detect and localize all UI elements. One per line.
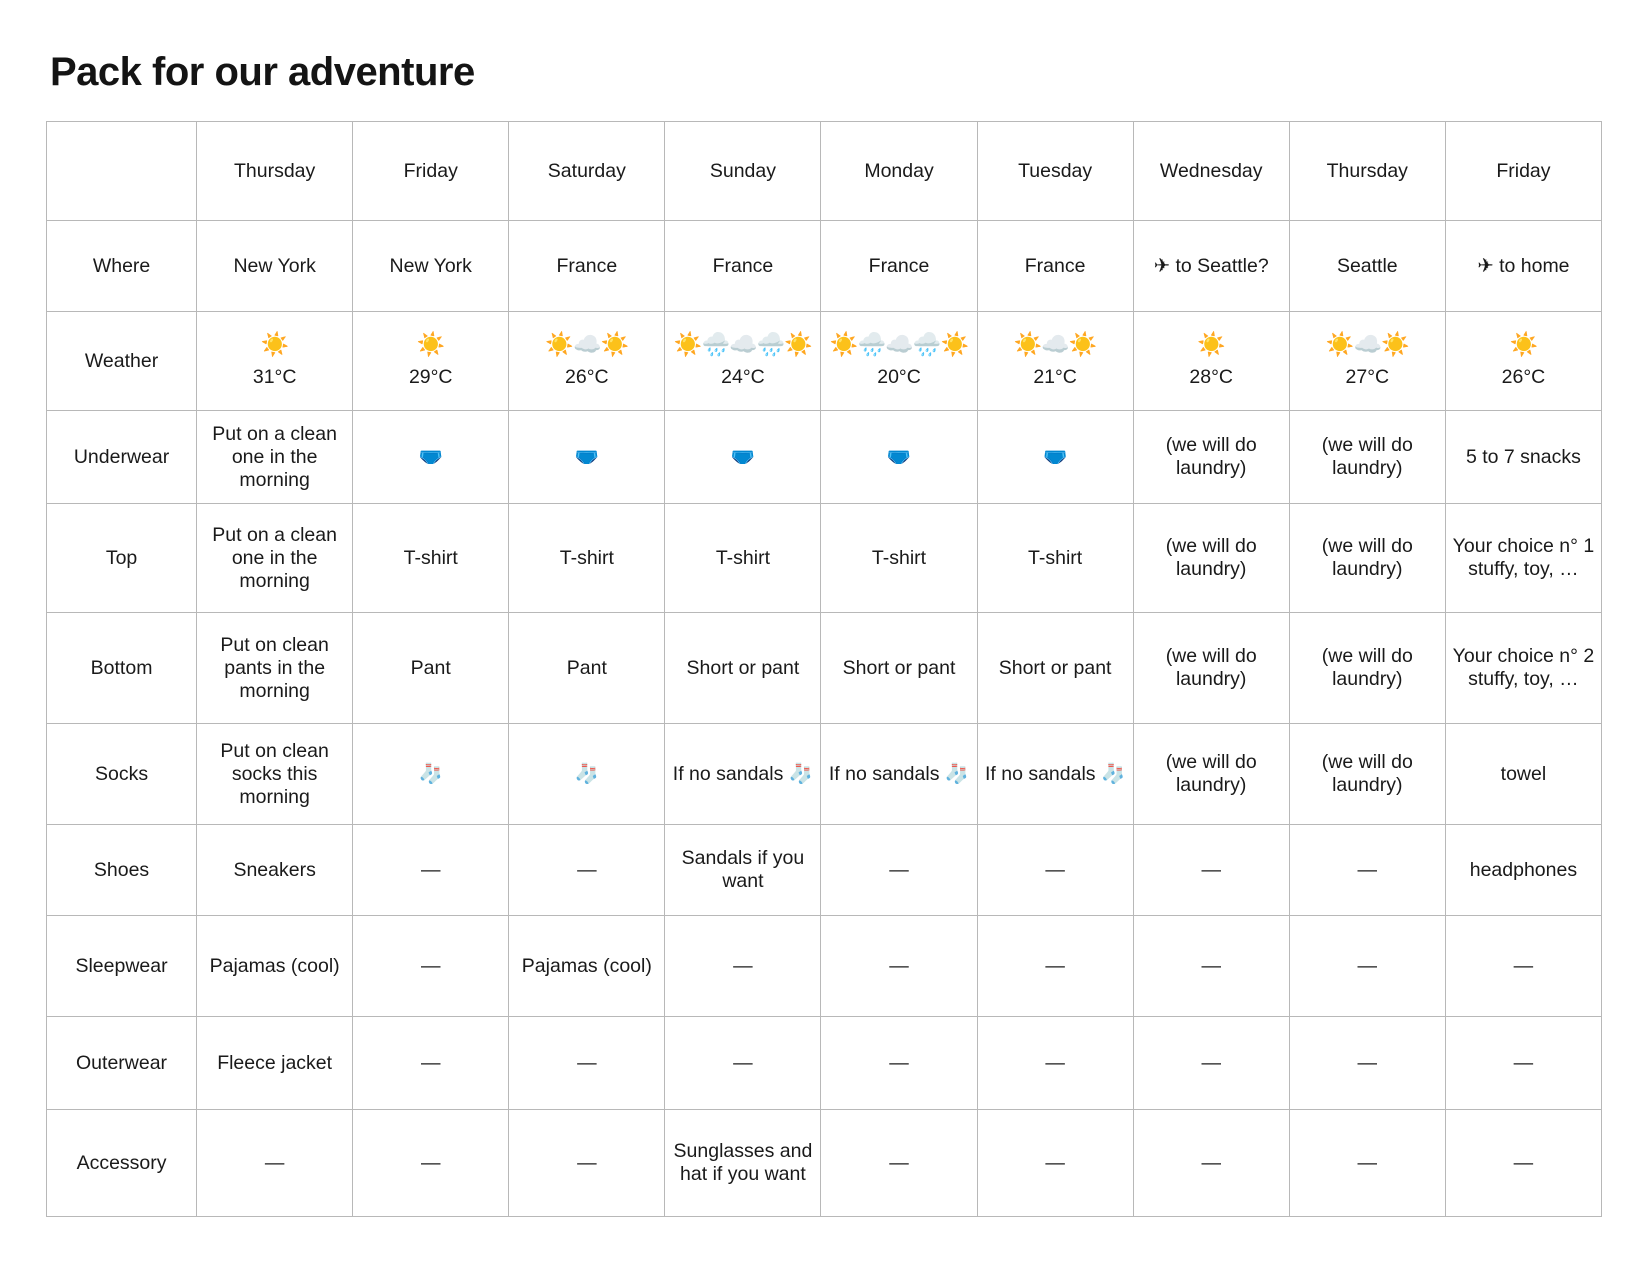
cell-accessory-2: —: [509, 1110, 665, 1217]
cell-where-8: ✈ to home: [1445, 221, 1601, 312]
table-row-socks: [47, 724, 1602, 825]
cell-where-2: France: [509, 221, 665, 312]
cell-outerwear-8: —: [1445, 1017, 1601, 1110]
cell-accessory-4: —: [821, 1110, 977, 1217]
cell-outerwear-2: —: [509, 1017, 665, 1110]
cell-socks-5: If no sandals 🧦: [977, 724, 1133, 825]
cell-underwear-7: (we will do laundry): [1289, 411, 1445, 504]
cell-socks-7: (we will do laundry): [1289, 724, 1445, 825]
cell-outerwear-1: —: [353, 1017, 509, 1110]
cell-shoes-5: —: [977, 825, 1133, 916]
weather-icon: ☀️: [1509, 331, 1538, 357]
cell-bottom-8: Your choice n° 2 stuffy, toy, …: [1445, 613, 1601, 724]
cell-where-6: ✈ to Seattle?: [1133, 221, 1289, 312]
column-header-6: Wednesday: [1133, 122, 1289, 221]
temperature-label: 29°C: [408, 366, 453, 388]
cell-underwear-8: 5 to 7 snacks: [1445, 411, 1601, 504]
cell-accessory-8: —: [1445, 1110, 1601, 1217]
cell-accessory-7: —: [1289, 1110, 1445, 1217]
cell-underwear-6: (we will do laundry): [1133, 411, 1289, 504]
row-header-top: Top: [47, 504, 197, 613]
cell-where-3: France: [665, 221, 821, 312]
column-header-0: Thursday: [197, 122, 353, 221]
cell-bottom-5: Short or pant: [977, 613, 1133, 724]
cell-bottom-4: Short or pant: [821, 613, 977, 724]
sock-icon: 🧦: [509, 724, 665, 825]
cell-socks-4: If no sandals 🧦: [821, 724, 977, 825]
cell-accessory-3: Sunglasses and hat if you want: [665, 1110, 821, 1217]
cell-top-0: Put on a clean one in the morning: [197, 504, 353, 613]
cell-top-3: T-shirt: [665, 504, 821, 613]
underwear-icon: 🩲: [977, 411, 1133, 504]
row-header-weather: Weather: [47, 312, 197, 411]
cell-shoes-6: —: [1133, 825, 1289, 916]
underwear-icon: 🩲: [821, 411, 977, 504]
table-row-outerwear: [47, 1017, 1602, 1110]
cell-weather-3: [665, 312, 821, 411]
cell-accessory-0: —: [197, 1110, 353, 1217]
temperature-label: 27°C: [1345, 366, 1390, 388]
cell-sleepwear-5: —: [977, 916, 1133, 1017]
column-header-8: Friday: [1445, 122, 1601, 221]
row-header-where: Where: [47, 221, 197, 312]
cell-shoes-1: —: [353, 825, 509, 916]
underwear-icon: 🩲: [665, 411, 821, 504]
cell-bottom-6: (we will do laundry): [1133, 613, 1289, 724]
cell-sleepwear-1: —: [353, 916, 509, 1017]
row-header-underwear: Underwear: [47, 411, 197, 504]
cell-sleepwear-0: Pajamas (cool): [197, 916, 353, 1017]
cell-sleepwear-2: Pajamas (cool): [509, 916, 665, 1017]
cell-underwear-0: Put on a clean one in the morning: [197, 411, 353, 504]
table-row-weather: [47, 312, 1602, 411]
cell-weather-1: [353, 312, 509, 411]
cell-top-4: T-shirt: [821, 504, 977, 613]
cell-socks-0: Put on clean socks this morning: [197, 724, 353, 825]
cell-top-6: (we will do laundry): [1133, 504, 1289, 613]
cell-outerwear-7: —: [1289, 1017, 1445, 1110]
weather-icon: ☀️: [416, 331, 445, 357]
cell-accessory-1: —: [353, 1110, 509, 1217]
row-header-outerwear: Outerwear: [47, 1017, 197, 1110]
column-header-4: Monday: [821, 122, 977, 221]
cell-bottom-1: Pant: [353, 613, 509, 724]
temperature-label: 26°C: [565, 366, 609, 388]
cell-weather-7: [1289, 312, 1445, 411]
weather-icon: ☀️: [1197, 331, 1226, 357]
cell-shoes-4: —: [821, 825, 977, 916]
column-header-7: Thursday: [1289, 122, 1445, 221]
cell-outerwear-5: —: [977, 1017, 1133, 1110]
cell-weather-0: [197, 312, 353, 411]
cell-socks-6: (we will do laundry): [1133, 724, 1289, 825]
cell-shoes-2: —: [509, 825, 665, 916]
weather-icon: ☀️🌧️☁️🌧️☀️: [673, 331, 813, 357]
table-row-top: [47, 504, 1602, 613]
table-row-shoes: [47, 825, 1602, 916]
column-header-2: Saturday: [509, 122, 665, 221]
cell-weather-6: [1133, 312, 1289, 411]
table-row-underwear: [47, 411, 1602, 504]
cell-outerwear-0: Fleece jacket: [197, 1017, 353, 1110]
cell-weather-2: [509, 312, 665, 411]
row-header-shoes: Shoes: [47, 825, 197, 916]
temperature-label: 31°C: [252, 366, 297, 388]
cell-sleepwear-6: —: [1133, 916, 1289, 1017]
cell-outerwear-6: —: [1133, 1017, 1289, 1110]
cell-top-7: (we will do laundry): [1289, 504, 1445, 613]
cell-shoes-7: —: [1289, 825, 1445, 916]
cell-accessory-6: —: [1133, 1110, 1289, 1217]
temperature-label: 26°C: [1501, 366, 1546, 388]
cell-top-1: T-shirt: [353, 504, 509, 613]
cell-sleepwear-4: —: [821, 916, 977, 1017]
packing-table: [46, 121, 1602, 1217]
column-header-3: Sunday: [665, 122, 821, 221]
row-header-bottom: Bottom: [47, 613, 197, 724]
weather-icon: ☀️🌧️☁️🌧️☀️: [829, 331, 969, 357]
cell-outerwear-3: —: [665, 1017, 821, 1110]
cell-where-0: New York: [197, 221, 353, 312]
cell-bottom-7: (we will do laundry): [1289, 613, 1445, 724]
table-corner-cell: [47, 122, 197, 221]
page-title: Pack for our adventure: [50, 50, 475, 94]
table-row-sleepwear: [47, 916, 1602, 1017]
cell-where-5: France: [977, 221, 1133, 312]
cell-weather-8: [1445, 312, 1601, 411]
column-header-1: Friday: [353, 122, 509, 221]
temperature-label: 28°C: [1189, 366, 1233, 388]
cell-bottom-2: Pant: [509, 613, 665, 724]
cell-shoes-0: Sneakers: [197, 825, 353, 916]
cell-where-7: Seattle: [1289, 221, 1445, 312]
cell-shoes-3: Sandals if you want: [665, 825, 821, 916]
temperature-label: 21°C: [1033, 366, 1077, 388]
cell-bottom-3: Short or pant: [665, 613, 821, 724]
cell-outerwear-4: —: [821, 1017, 977, 1110]
cell-bottom-0: Put on clean pants in the morning: [197, 613, 353, 724]
sock-icon: 🧦: [353, 724, 509, 825]
cell-weather-4: [821, 312, 977, 411]
cell-sleepwear-3: —: [665, 916, 821, 1017]
temperature-label: 20°C: [877, 366, 921, 388]
row-header-socks: Socks: [47, 724, 197, 825]
weather-icon: ☀️: [260, 331, 289, 357]
cell-top-5: T-shirt: [977, 504, 1133, 613]
table-row-where: [47, 221, 1602, 312]
underwear-icon: 🩲: [509, 411, 665, 504]
column-header-5: Tuesday: [977, 122, 1133, 221]
row-header-sleepwear: Sleepwear: [47, 916, 197, 1017]
temperature-label: 24°C: [721, 366, 765, 388]
cell-shoes-8: headphones: [1445, 825, 1601, 916]
table-header-row: [47, 122, 1602, 221]
table-row-accessory: [47, 1110, 1602, 1217]
weather-icon: ☀️☁️☀️: [545, 331, 629, 357]
cell-socks-8: towel: [1445, 724, 1601, 825]
weather-icon: ☀️☁️☀️: [1325, 331, 1409, 357]
cell-sleepwear-7: —: [1289, 916, 1445, 1017]
cell-weather-5: [977, 312, 1133, 411]
table-row-bottom: [47, 613, 1602, 724]
cell-top-8: Your choice n° 1 stuffy, toy, …: [1445, 504, 1601, 613]
cell-top-2: T-shirt: [509, 504, 665, 613]
underwear-icon: 🩲: [353, 411, 509, 504]
cell-sleepwear-8: —: [1445, 916, 1601, 1017]
cell-where-1: New York: [353, 221, 509, 312]
row-header-accessory: Accessory: [47, 1110, 197, 1217]
cell-socks-3: If no sandals 🧦: [665, 724, 821, 825]
cell-where-4: France: [821, 221, 977, 312]
cell-accessory-5: —: [977, 1110, 1133, 1217]
weather-icon: ☀️☁️☀️: [1013, 331, 1097, 357]
